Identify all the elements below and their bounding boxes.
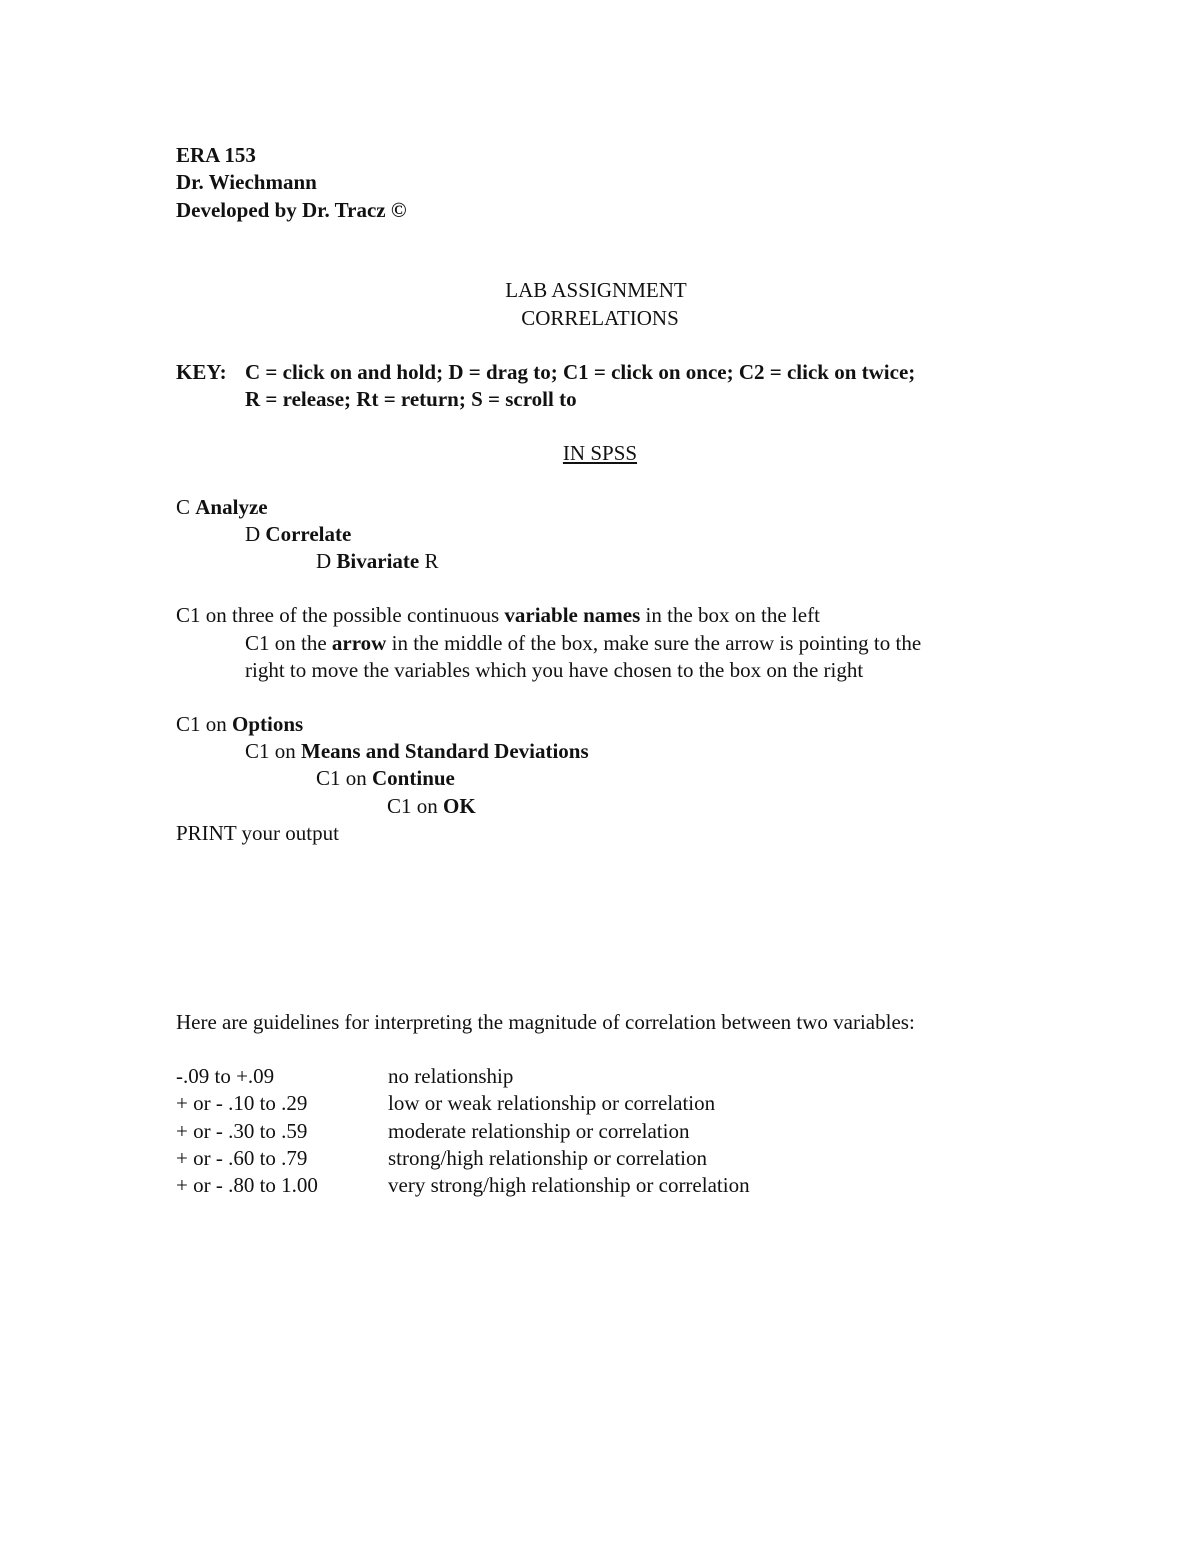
instructor-name: Dr. Wiechmann [176, 170, 317, 194]
step-ok [387, 793, 476, 820]
step-code: C1 on [316, 766, 373, 790]
step-select-variables [176, 602, 820, 629]
term-arrow: arrow [331, 631, 387, 655]
option-means-sd: Means and Standard Deviations [301, 739, 589, 763]
step-code: D [245, 522, 266, 546]
guideline-meaning: moderate relationship or correlation [388, 1119, 690, 1143]
term-variable-names: variable names [504, 603, 641, 627]
step-code: D [316, 549, 337, 573]
section-heading: IN SPSS [562, 441, 638, 465]
step-continue [316, 765, 455, 792]
step-code: C1 on [387, 794, 444, 818]
key-definitions-line-2: R = release; Rt = return; S = scroll to [245, 387, 577, 411]
step-arrow [245, 630, 921, 657]
step-release: R [419, 549, 439, 573]
developer-credit: Developed by Dr. Tracz © [176, 198, 407, 222]
assignment-title: LAB ASSIGNMENT [505, 278, 687, 302]
guideline-meaning: no relationship [388, 1064, 514, 1088]
step-analyze [176, 494, 268, 521]
assignment-subtitle: CORRELATIONS [521, 306, 679, 330]
step-code: C [176, 495, 196, 519]
button-continue: Continue [372, 766, 455, 790]
step-correlate [245, 521, 351, 548]
step-arrow-continued: right to move the variables which you have chosen to the box on the right [245, 658, 864, 682]
step-text: C1 on the [245, 631, 332, 655]
guideline-meaning: low or weak relationship or correlation [388, 1091, 716, 1115]
step-code: C1 on [176, 712, 233, 736]
guideline-range: -.09 to +.09 [176, 1064, 275, 1088]
step-code: C1 on [245, 739, 302, 763]
key-label: KEY: [176, 360, 227, 384]
button-ok: OK [443, 794, 476, 818]
guideline-range: + or - .80 to 1.00 [176, 1173, 318, 1197]
step-means [245, 738, 589, 765]
guideline-meaning: very strong/high relationship or correlation [388, 1173, 750, 1197]
guidelines-intro: Here are guidelines for interpreting the magnitude of correlation between two variables: [176, 1010, 915, 1034]
button-options: Options [232, 712, 304, 736]
step-text: in the middle of the box, make sure the arrow is pointing to the [386, 631, 922, 655]
menu-analyze: Analyze [195, 495, 268, 519]
step-print: PRINT your output [176, 821, 339, 845]
guideline-range: + or - .60 to .79 [176, 1146, 308, 1170]
guideline-range: + or - .30 to .59 [176, 1119, 308, 1143]
step-bivariate [316, 548, 439, 575]
step-text: C1 on three of the possible continuous [176, 603, 505, 627]
menu-bivariate: Bivariate [336, 549, 420, 573]
guideline-range: + or - .10 to .29 [176, 1091, 308, 1115]
menu-correlate: Correlate [265, 522, 352, 546]
step-options [176, 711, 303, 738]
step-text: in the box on the left [640, 603, 820, 627]
key-definitions-line-1: C = click on and hold; D = drag to; C1 = click on once; C2 = click on twice; [245, 360, 916, 384]
course-code: ERA 153 [176, 143, 256, 167]
guideline-meaning: strong/high relationship or correlation [388, 1146, 708, 1170]
